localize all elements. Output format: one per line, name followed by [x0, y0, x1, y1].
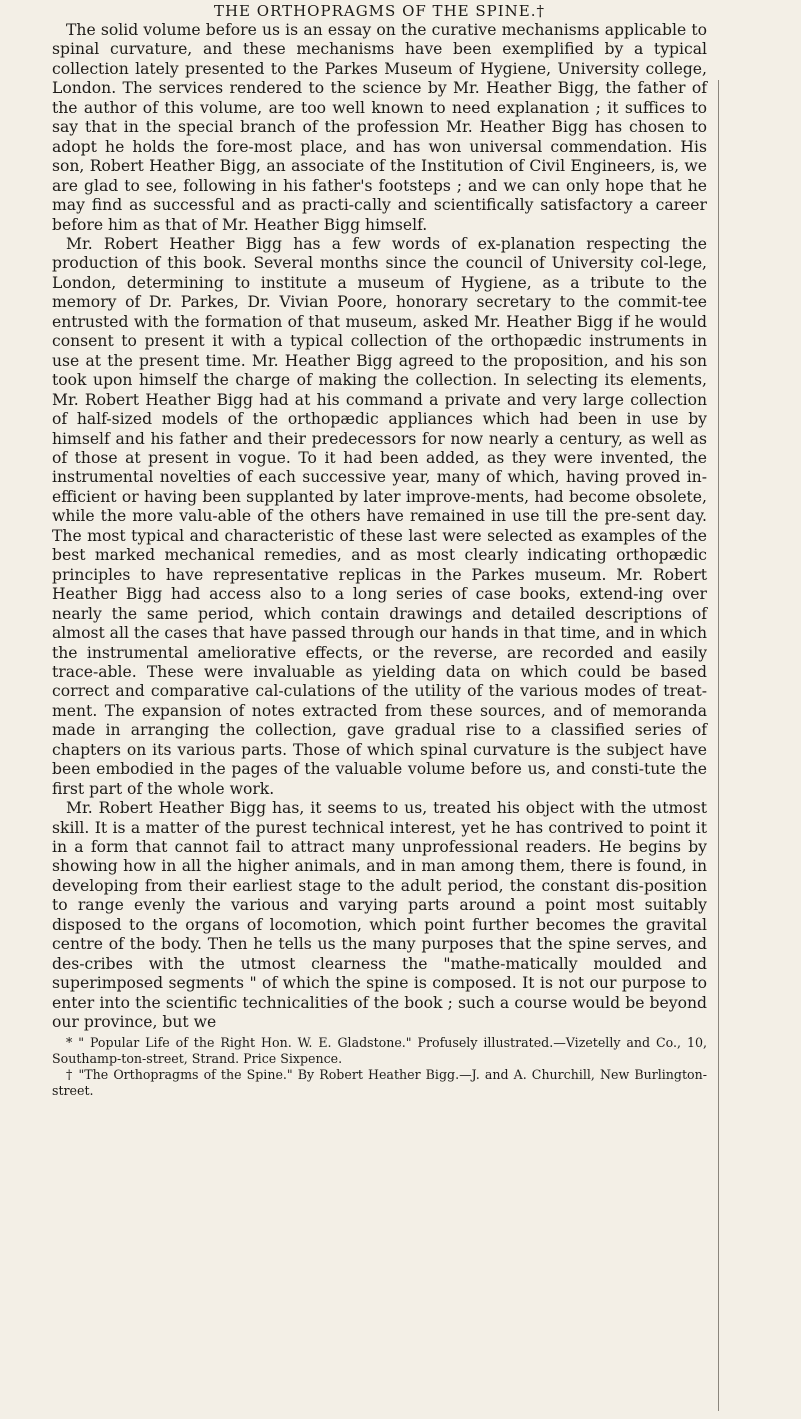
column-rule — [718, 80, 719, 1411]
paragraph-1: The solid volume before us is an essay on the curative mechanisms applicable to spinal curvature, and these mechanisms have been exemplified by a typical collection lately presented to the Parkes Museum of Hygiene, University college, London. The services rendered to the science by Mr. Heather Bigg, the father of the author of this volume, are too well known to need explanation ; it suffices to say that in the special branch of the profession Mr. Heather Bigg has chosen to adopt he holds the fore-most place, and has won universal commendation. His son, Robert Heather Bigg, an associate of the Institution of Civil Engineers, is, we are glad to see, following in his father's footsteps ; and we can only hope that he may find as successful and as practi-cally and scientifically satisfactory a career before him as that of Mr. Heather Bigg himself. — [52, 21, 707, 234]
footnote-2: † "The Orthopragms of the Spine." By Robert Heather Bigg.—J. and A. Churchill, New Burlington-street. — [52, 1066, 707, 1098]
footnote-1: * " Popular Life of the Right Hon. W. E. Gladstone." Profusely illustrated.—Vizetelly and Co., 10, Southamp-ton-street, Strand. Price Sixpence. — [52, 1034, 707, 1066]
article-title: THE ORTHOPRAGMS OF THE SPINE.† — [213, 2, 546, 20]
paragraph-3: Mr. Robert Heather Bigg has, it seems to us, treated his object with the utmost skill. It is a matter of the purest technical interest, yet he has contrived to point it in a form that cannot fail to attract many unprofessional readers. He begins by showing how in all the higher animals, and in man among them, there is found, in developing from their earliest stage to the adult period, the constant dis-position to range evenly the various and varying parts around a point most suitably disposed to the organs of locomotion, which point further becomes the gravital centre of the body. Then he tells us the many purposes that the spine serves, and des-cribes with the utmost clearness the "mathe-matically moulded and superimposed segments " of which the spine is composed. It is not our purpose to enter into the scientific technicalities of the book ; such a course would be beyond our province, but we — [52, 799, 707, 1032]
footnotes — [52, 1035, 707, 1099]
paragraph-2: Mr. Robert Heather Bigg has a few words of ex-planation respecting the production of this book. Several months since the council of University col-lege, London, determining to institute a museum of Hygiene, as a tribute to the memory of Dr. Parkes, Dr. Vivian Poore, honorary secretary to the commit-tee entrusted with the formation of that museum, asked Mr. Heather Bigg if he would consent to present it with a typical collection of the orthopædic instruments in use at the present time. Mr. Heather Bigg agreed to the proposition, and his son took upon himself the charge of making the collection. In selecting its elements, Mr. Robert Heather Bigg had at his command a private and very large collection of half-sized models of the orthopædic appliances which had been in use by himself and his father and their predecessors for now nearly a century, as well as of those at present in vogue. To it had been added, as they were invented, the instrumental novelties of each successive year, many of which, having proved in-efficient or having been supplanted by later improve-ments, had become obsolete, while the more valu-able of the others have remained in use till the pre-sent day. The most typical and characteristic of these last were selected as examples of the best marked mechanical remedies, and as most clearly indicating orthopædic principles to have representative replicas in the Parkes museum. Mr. Robert Heather Bigg had access also to a long series of case books, extend-ing over nearly the same period, which contain drawings and detailed descriptions of almost all the cases that have passed through our hands in that time, and in which the instrumental ameliorative effects, or the reverse, are recorded and easily trace-able. These were invaluable as yielding data on which could be based correct and comparative cal-culations of the utility of the various modes of treat-ment. The expansion of notes extracted from these sources, and of memoranda made in arranging the collection, gave gradual rise to a classified series of chapters on its various parts. Those of which spinal curvature is the subject have been embodied in the pages of the valuable volume before us, and consti-tute the first part of the whole work. — [52, 234, 708, 798]
article-body — [52, 21, 707, 1033]
